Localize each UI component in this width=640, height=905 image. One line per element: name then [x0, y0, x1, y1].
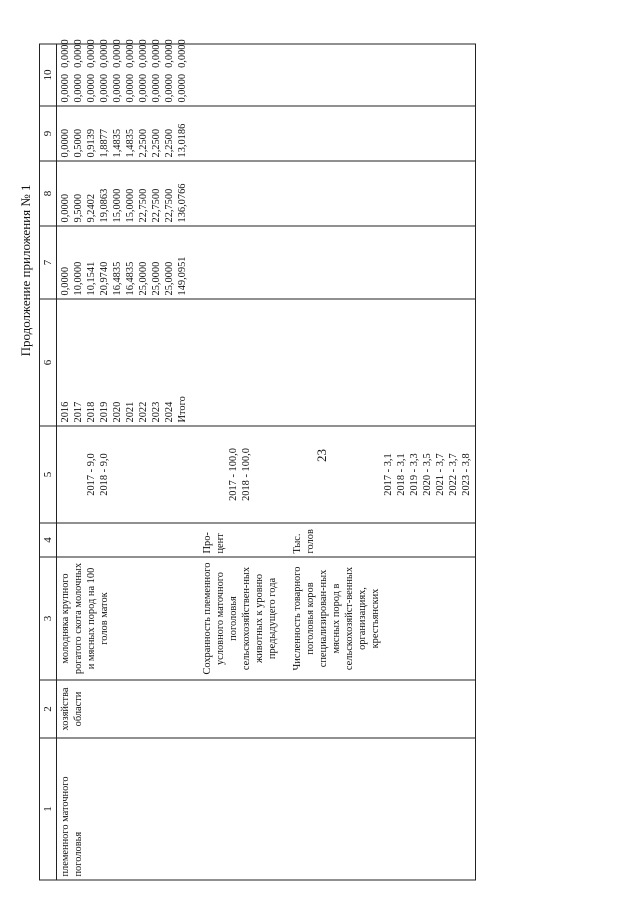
- indicator-name-cell: племенного маточного поголовья: [57, 738, 192, 880]
- funding-value: 0,9139: [86, 128, 97, 158]
- table-header-row: [40, 44, 57, 880]
- funding-value: 16,4835: [112, 261, 123, 296]
- target-value: 2018 - 100,0: [241, 448, 252, 501]
- funding-value: 0,0000: [112, 73, 123, 103]
- target-value: 2021 - 3,7: [435, 453, 446, 496]
- funding-value: 25,0000: [164, 261, 175, 296]
- target-values-cell: [57, 426, 192, 523]
- funding-value: 19,0863: [99, 188, 110, 223]
- target-values-cell: [281, 426, 476, 523]
- target-value: 2018 - 9,0: [99, 453, 110, 496]
- funding-value: 0,0000: [60, 193, 71, 223]
- funding-value: 0,0000: [60, 128, 71, 158]
- column-header: 6: [40, 299, 57, 426]
- other-funding-cell: [57, 39, 192, 106]
- funding-value: 1,4835: [125, 128, 136, 158]
- year-label: 2024: [164, 401, 175, 423]
- years-cell: [57, 299, 192, 426]
- indicator-text-cell: молодняка крупного рогатого скота молочных и мясных пород на 100 голов маток: [57, 557, 192, 680]
- funding-value: 1,8877: [99, 128, 110, 158]
- funding-value: 9,5000: [73, 193, 84, 223]
- total-label: Итого: [177, 396, 188, 423]
- funding-value: 0,0000: [60, 39, 71, 68]
- target-value: 2017 - 9,0: [86, 453, 97, 496]
- appendix-note: Продолжение приложения № 1: [18, 184, 33, 357]
- table-row: [57, 44, 192, 880]
- funding-value: 0,5000: [73, 128, 84, 158]
- funding-value: 0,0000: [177, 39, 188, 68]
- funding-value: 0,0000: [164, 39, 175, 68]
- funding-value: 22,7500: [138, 188, 149, 223]
- funding-value: 0,0000: [60, 266, 71, 296]
- funding-value: 0,0000: [125, 39, 136, 68]
- federal-funding-cell: [57, 161, 192, 226]
- year-label: 2018: [86, 401, 97, 423]
- funding-value: 0,0000: [151, 39, 162, 68]
- year-label: 2019: [99, 401, 110, 423]
- funding-value: 0,0000: [164, 73, 175, 103]
- year-label: 2020: [112, 401, 123, 423]
- funding-value: 13,0186: [177, 123, 188, 158]
- funding-value: 2,2500: [138, 128, 149, 158]
- column-header: 7: [40, 226, 57, 299]
- appendix-table: [39, 39, 476, 881]
- funding-value: 0,0000: [138, 73, 149, 103]
- funding-value: 16,4835: [125, 261, 136, 296]
- table-row: [191, 44, 281, 880]
- column-header: 4: [40, 523, 57, 557]
- funding-value: 1,4835: [112, 128, 123, 158]
- funding-value: 0,0000: [73, 39, 84, 68]
- funding-value: 0,0000: [86, 39, 97, 68]
- target-value: 2017 - 3,1: [383, 453, 394, 496]
- column-header: 1: [40, 738, 57, 880]
- unit-cell: Тыс. голов: [281, 523, 476, 557]
- scope-cell: хозяйства области: [57, 680, 192, 738]
- target-value: 2017 - 100,0: [228, 448, 239, 501]
- indicator-text-cell: Численность товарного поголовья коров специализирован-ных мясных пород в сельскохозяйст-венных организациях, крестьянских: [281, 557, 476, 680]
- target-value: 2019 - 3,3: [409, 453, 420, 496]
- regional-funding-cell: [57, 106, 192, 161]
- total-funding-cell: [57, 226, 192, 299]
- funding-value: 149,0951: [177, 256, 188, 296]
- funding-value: 2,2500: [164, 128, 175, 158]
- target-value: 2023 - 3,8: [461, 453, 472, 496]
- funding-value: 10,1541: [86, 261, 97, 296]
- table-row: [281, 44, 476, 880]
- funding-value: 25,0000: [138, 261, 149, 296]
- target-value: 2018 - 3,1: [396, 453, 407, 496]
- column-header: 2: [40, 680, 57, 738]
- indicator-text-cell: Сохранность племенного условного маточного поголовья сельскохозяйствен-ных животных к уровню предыдущего года: [191, 557, 281, 680]
- funding-value: 22,7500: [164, 188, 175, 223]
- year-label: 2021: [125, 401, 136, 423]
- year-label: 2017: [73, 401, 84, 423]
- funding-value: 25,0000: [151, 261, 162, 296]
- year-label: 2016: [60, 401, 71, 423]
- page-number: 23: [314, 449, 329, 462]
- column-header: 3: [40, 557, 57, 680]
- funding-value: 136,0766: [177, 183, 188, 223]
- funding-value: 10,0000: [73, 261, 84, 296]
- funding-value: 15,0000: [125, 188, 136, 223]
- year-label: 2023: [151, 401, 162, 423]
- column-header: 10: [40, 44, 57, 106]
- column-header: 9: [40, 106, 57, 161]
- funding-value: 15,0000: [112, 188, 123, 223]
- funding-value: 0,0000: [73, 73, 84, 103]
- column-header: 5: [40, 426, 57, 523]
- funding-value: 0,0000: [60, 73, 71, 103]
- funding-value: 0,0000: [112, 39, 123, 68]
- funding-value: 0,0000: [86, 73, 97, 103]
- funding-value: 0,0000: [151, 73, 162, 103]
- funding-value: 2,2500: [151, 128, 162, 158]
- funding-value: 0,0000: [125, 73, 136, 103]
- year-label: 2022: [138, 401, 149, 423]
- funding-value: 0,0000: [99, 73, 110, 103]
- funding-value: 0,0000: [138, 39, 149, 68]
- target-value: 2022 - 3,7: [448, 453, 459, 496]
- funding-value: 20,9740: [99, 261, 110, 296]
- target-values-cell: [191, 426, 281, 523]
- unit-cell: [57, 523, 192, 557]
- funding-value: 9,2402: [86, 193, 97, 223]
- funding-value: 0,0000: [99, 39, 110, 68]
- unit-cell: Про-цент: [191, 523, 281, 557]
- target-value: 2020 - 3,5: [422, 453, 433, 496]
- funding-value: 22,7500: [151, 188, 162, 223]
- funding-value: 0,0000: [177, 73, 188, 103]
- column-header: 8: [40, 161, 57, 226]
